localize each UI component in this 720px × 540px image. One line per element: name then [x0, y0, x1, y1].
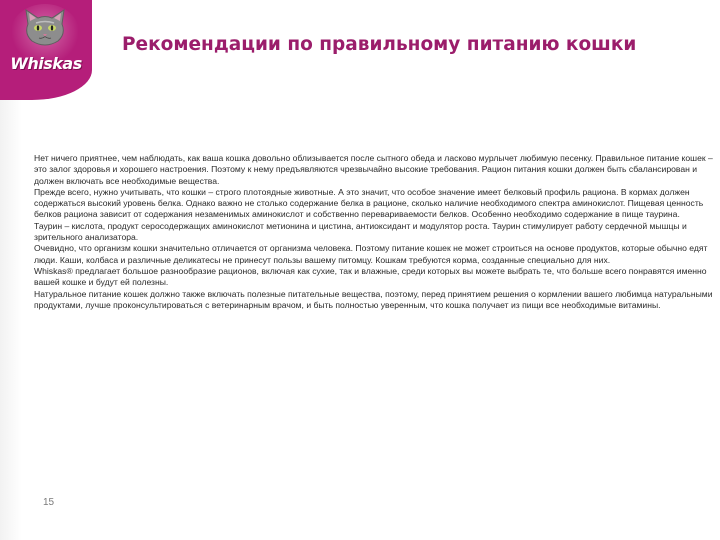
- paragraph: Очевидно, что организм кошки значительно отличается от организма человека. Поэтому питание кошек не может строиться на основе продуктов, которые обычно едят люди. Каши, колбаса и различные деликатесы не принесут пользы вашему питомцу. Кошкам требуются корма, созданные специально для них.: [34, 243, 708, 265]
- cat-head-icon: [22, 8, 68, 48]
- paragraph: Whiskas® предлагает большое разнообразие рационов, включая как сухие, так и влажные, среди которых вы можете выбрать те, что больше всего понравятся именно вашей кошке и будут ей полезны.: [34, 265, 707, 288]
- paragraph: Прежде всего, нужно учитывать, что кошки – строго плотоядные животные. А это значит, что особое значение имеет белковый профиль рациона. В кормах должен содержаться высокий уровень белка. Однако важно не столько содержание белка в рационе, сколько наличие необходимого спектра аминокислот. Пищевая ценность белков рациона зависит от содержания незаменимых аминокислот и собственно перевариваемости белков. Особенно необходимо содержание в пище таурина.: [34, 186, 704, 220]
- paragraph: Таурин – кислота, продукт серосодержащих аминокислот метионина и цистина, антиоксидант и модулятор роста. Таурин стимулирует работу сердечной мышцы и зрительного анализатора.: [34, 220, 687, 243]
- paragraph: Нет ничего приятнее, чем наблюдать, как ваша кошка довольно облизывается после сытного обеда и ласково мурлычет любимую песенку. Правильное питание кошек – это залог здоровья и хорошего настроения. Поэтому к нему предъявляются чрезвычайно высокие требования. Рацион питания кошки должен быть сбалансирован и должен включать все необходимые вещества.: [34, 153, 713, 186]
- body-text: [34, 153, 714, 311]
- whiskas-logo: [0, 0, 92, 100]
- page-title: Рекомендации по правильному питанию кошки: [122, 34, 637, 55]
- logo-text: Whiskas: [10, 54, 82, 73]
- paragraph: Натуральное питание кошек должно также включать полезные питательные вещества, поэтому, перед принятием решения о кормлении вашего любимца натуральными продуктами, лучше проконсультироваться с ветеринарным врачом, и быть полностью уверенным, что кошка получает из пищи все необходимые витамины.: [34, 288, 713, 310]
- page-number: 15: [43, 497, 55, 508]
